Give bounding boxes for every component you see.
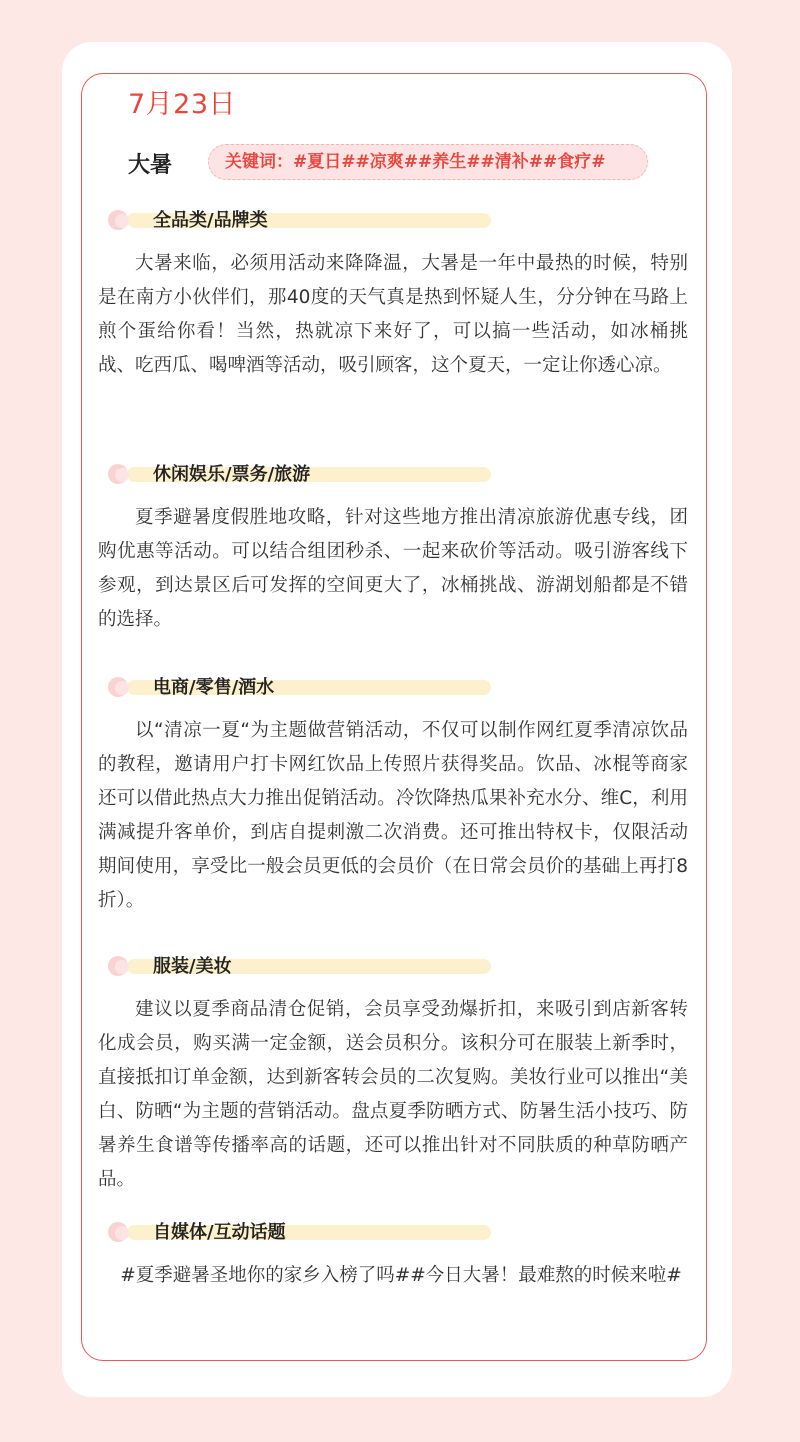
section-title: 全品类/品牌类 xyxy=(153,210,268,231)
section-body: 以“清凉一夏“为主题做营销活动，不仅可以制作网红夏季清凉饮品的教程，邀请用户打卡网红饮品上传照片获得奖品。饮品、冰棍等商家还可以借此热点大力推出促销活动。冷饮降热瓜果补充水分、维C，利用满减提升客单价，到店自提刺激二次消费。还可推出特权卡，仅限活动期间使用，享受比一般会员更低的会员价（在日常会员价的基础上再打8折）。 xyxy=(98,720,688,911)
section-apparel-beauty xyxy=(0,951,800,1197)
section-all-category xyxy=(0,205,800,383)
section-body: 大暑来临，必须用活动来降降温，大暑是一年中最热的时候，特别是在南方小伙伴们，那40度的天气真是热到怀疑人生，分分钟在马路上煎个蛋给你看！当然，热就凉下来好了，可以搞一些活动，如冰桶挑战、吃西瓜、喝啤酒等活动，吸引顾客，这个夏天，一定让你透心凉。 xyxy=(98,253,688,376)
bubble-icon xyxy=(115,681,129,695)
date-title: 7月23日 xyxy=(128,89,237,120)
section-title: 电商/零售/酒水 xyxy=(153,677,275,698)
section-title: 自媒体/互动话题 xyxy=(153,1222,286,1243)
section-body: 建议以夏季商品清仓促销，会员享受劲爆折扣，来吸引到店新客转化成会员，购买满一定金额，送会员积分。该积分可在服装上新季时，直接抵扣订单金额，达到新客转会员的二次复购。美妆行业可以推出“美白、防晒“为主题的营销活动。盘点夏季防晒方式、防暑生活小技巧、防暑养生食谱等传播率高的话题，还可以推出针对不同肤质的种草防晒产品。 xyxy=(98,999,688,1190)
bubble-icon xyxy=(115,214,129,228)
section-leisure-travel xyxy=(0,459,800,637)
bubble-icon xyxy=(115,1226,129,1240)
section-body: #夏季避暑圣地你的家乡入榜了吗##今日大暑！最难熬的时候来啦# xyxy=(120,1265,682,1286)
section-self-media xyxy=(0,1217,800,1293)
section-title: 休闲娱乐/票务/旅游 xyxy=(153,464,311,485)
section-header xyxy=(0,459,800,489)
section-ecommerce-retail xyxy=(0,672,800,918)
bubble-icon xyxy=(115,960,129,974)
section-header xyxy=(0,951,800,981)
section-header xyxy=(0,1217,800,1247)
section-header xyxy=(0,672,800,702)
solar-term-title: 大暑 xyxy=(128,153,173,178)
keywords-badge: 关键词：#夏日##凉爽##养生##清补##食疗# xyxy=(208,144,648,180)
section-header xyxy=(0,205,800,235)
section-title: 服装/美妆 xyxy=(153,956,232,977)
section-body: 夏季避暑度假胜地攻略，针对这些地方推出清凉旅游优惠专线，团购优惠等活动。可以结合组团秒杀、一起来砍价等活动。吸引游客线下参观，到达景区后可发挥的空间更大了，冰桶挑战、游湖划船都是不错的选择。 xyxy=(98,507,688,630)
bubble-icon xyxy=(115,468,129,482)
